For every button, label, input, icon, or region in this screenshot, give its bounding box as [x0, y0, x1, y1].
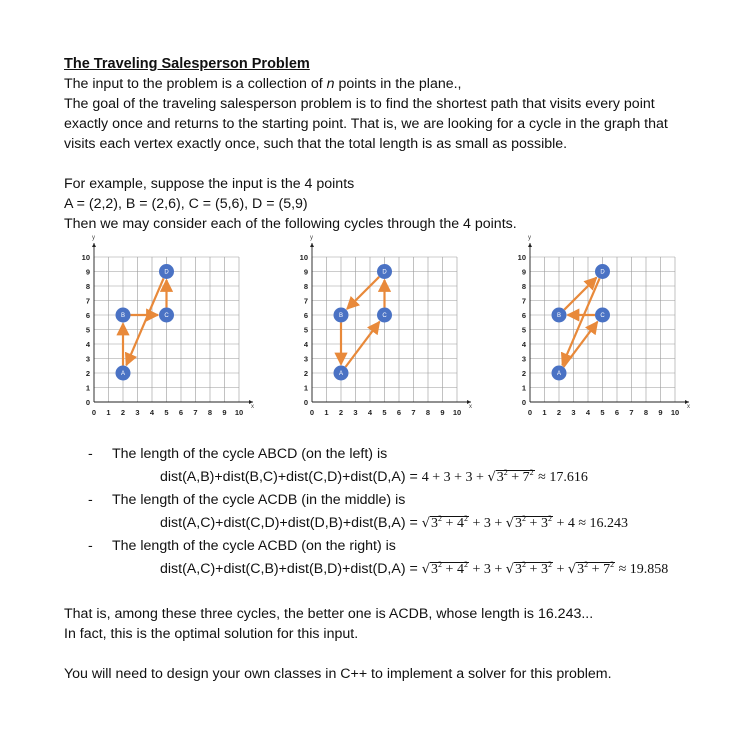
x-tick-label: 7	[629, 408, 634, 417]
math-num: 7	[603, 562, 611, 577]
math-op: +	[526, 562, 541, 577]
math-exp: 2	[529, 468, 534, 477]
math-num: 3	[540, 562, 548, 577]
x-tick-label: 0	[527, 408, 533, 417]
bullet-dash: -	[88, 446, 93, 462]
closing-line: You will need to design your own classes in C++ to implement a solver for this problem.	[64, 666, 612, 682]
math-num: 4	[456, 516, 464, 531]
x-tick-label: 3	[353, 408, 358, 417]
x-tick-label: 10	[670, 408, 680, 417]
y-tick-label: 5	[521, 325, 526, 335]
y-tick-label: 0	[303, 398, 308, 407]
x-tick-label: 2	[120, 408, 126, 417]
math-num: 3	[515, 562, 523, 577]
x-tick-label: 7	[193, 408, 198, 417]
conclusion-line-1: That is, among these three cycles, the better one is ACDB, whose length is 16.243...	[64, 606, 594, 622]
sqrt-icon: √	[505, 562, 515, 577]
math-num: 3	[431, 562, 439, 577]
math-op: +	[552, 562, 568, 577]
x-tick-label: 3	[135, 408, 140, 417]
x-axis-label: x	[687, 404, 690, 410]
math-num: 3	[577, 562, 585, 577]
node-label-B: B	[556, 313, 562, 320]
x-tick-label: 10	[234, 408, 244, 417]
list-item-label: The length of the cycle ABCD (on the left) is	[112, 446, 388, 462]
math-num: 4	[456, 562, 464, 577]
y-tick-label: 6	[303, 311, 308, 320]
chart-abcd	[72, 235, 272, 432]
chart-acdb	[290, 235, 490, 432]
intro-line-1	[64, 74, 714, 94]
y-tick-label: 3	[85, 354, 90, 364]
y-tick-label: 2	[303, 369, 308, 378]
formula-acdb	[88, 510, 728, 536]
y-axis-label: y	[528, 235, 531, 241]
y-axis-arrow-icon	[92, 243, 96, 247]
math-op: +	[526, 516, 541, 531]
formula-math	[422, 562, 669, 577]
bullet-dash: -	[88, 538, 93, 554]
list-item	[88, 536, 728, 556]
y-tick-label: 2	[85, 369, 90, 378]
y-tick-label: 1	[85, 383, 90, 393]
math-exp: 2	[438, 514, 443, 523]
problem-statement	[64, 54, 714, 234]
y-tick-label: 8	[303, 282, 308, 291]
x-tick-label: 0	[309, 408, 315, 417]
edge-DB	[347, 277, 379, 309]
cycle-charts	[72, 235, 692, 432]
node-label-D: D	[600, 269, 605, 276]
example-line-3: Then we may consider each of the following cycles through the 4 points.	[64, 216, 517, 232]
formula-math	[422, 470, 588, 485]
formula-text: dist(A,C)+dist(C,B)+dist(B,D)+dist(D,A) =	[160, 561, 422, 577]
list-item	[88, 444, 728, 464]
x-tick-label: 6	[614, 408, 620, 417]
y-axis-label: y	[310, 235, 313, 241]
math-term: 4 + 3 + 3 +	[421, 470, 488, 485]
y-tick-label: 5	[85, 325, 90, 335]
list-item-label: The length of the cycle ACDB (in the middle) is	[112, 492, 406, 508]
formula-text: dist(A,C)+dist(C,D)+dist(D,B)+dist(B,A) =	[160, 515, 422, 531]
sqrt-icon: √	[505, 516, 515, 531]
formula-math	[422, 516, 628, 531]
node-label-C: C	[164, 313, 169, 320]
node-label-D: D	[382, 269, 387, 276]
x-tick-label: 4	[149, 408, 155, 417]
y-tick-label: 1	[303, 383, 308, 393]
x-tick-label: 7	[411, 408, 416, 417]
chart-acbd-svg	[508, 235, 708, 432]
y-tick-label: 4	[303, 340, 308, 349]
y-tick-label: 9	[303, 267, 308, 277]
example-line-2: A = (2,2), B = (2,6), C = (5,6), D = (5,9)	[64, 196, 308, 212]
x-axis-label: x	[251, 404, 254, 410]
chart-abcd-svg	[72, 235, 272, 432]
intro-text: points in the plane.,	[334, 76, 462, 92]
list-item	[88, 490, 728, 510]
math-num: 3	[515, 516, 523, 531]
x-tick-label: 9	[658, 408, 663, 417]
y-tick-label: 4	[521, 340, 526, 349]
math-exp: 2	[584, 560, 589, 569]
math-op: +	[442, 562, 457, 577]
intro-line-2: The goal of the traveling salesperson problem is to find the shortest path that visits every point	[64, 96, 655, 112]
x-tick-label: 8	[643, 408, 649, 417]
edge-BD	[564, 278, 596, 310]
y-tick-label: 5	[303, 325, 308, 335]
x-tick-label: 2	[556, 408, 562, 417]
y-tick-label: 10	[299, 253, 308, 262]
sqrt-icon: √	[421, 516, 431, 531]
math-result: + 4 ≈ 16.243	[552, 516, 629, 531]
n-variable: n	[326, 76, 335, 92]
y-tick-label: 3	[303, 354, 308, 364]
math-exp: 2	[547, 560, 552, 569]
x-tick-label: 4	[367, 408, 373, 417]
x-tick-label: 8	[207, 408, 213, 417]
x-tick-label: 1	[324, 408, 329, 417]
y-tick-label: 10	[81, 253, 90, 262]
node-label-D: D	[164, 269, 169, 276]
x-tick-label: 5	[382, 408, 387, 417]
x-tick-label: 8	[425, 408, 431, 417]
math-op: +	[507, 470, 523, 485]
math-result: ≈ 19.858	[615, 562, 669, 577]
math-num: 3	[431, 516, 439, 531]
y-tick-label: 6	[85, 311, 90, 320]
y-tick-label: 0	[521, 398, 526, 407]
y-tick-label: 7	[303, 296, 308, 306]
node-label-A: A	[120, 371, 126, 378]
math-num: 7	[522, 470, 530, 485]
math-num: 3	[540, 516, 548, 531]
node-label-B: B	[120, 313, 126, 320]
y-tick-label: 4	[85, 340, 90, 349]
x-tick-label: 0	[91, 408, 97, 417]
x-tick-label: 10	[452, 408, 462, 417]
x-tick-label: 2	[338, 408, 344, 417]
y-tick-label: 7	[521, 296, 526, 306]
math-exp: 2	[463, 560, 468, 569]
sqrt-body	[430, 562, 469, 577]
sqrt-body	[496, 470, 535, 485]
math-op: +	[588, 562, 604, 577]
chart-acdb-svg	[290, 235, 490, 432]
page-title: The Traveling Salesperson Problem	[64, 56, 310, 72]
math-exp: 2	[522, 560, 527, 569]
bullet-dash: -	[88, 492, 93, 508]
math-exp: 2	[610, 560, 615, 569]
sqrt-body	[430, 516, 469, 531]
edge-DA	[126, 278, 163, 365]
y-tick-label: 10	[517, 253, 526, 262]
chart-acbd	[508, 235, 708, 432]
y-axis-label: y	[92, 235, 95, 241]
edge-AC	[346, 322, 380, 367]
x-axis-label: x	[469, 404, 472, 410]
math-exp: 2	[438, 560, 443, 569]
math-result: ≈ 17.616	[534, 470, 588, 485]
x-tick-label: 9	[440, 408, 445, 417]
sqrt-icon: √	[421, 562, 431, 577]
list-item-label: The length of the cycle ACBD (on the right) is	[112, 538, 396, 554]
math-num: 3	[496, 470, 504, 485]
x-tick-label: 1	[542, 408, 547, 417]
formula-acbd	[88, 556, 728, 582]
example-line-1: For example, suppose the input is the 4 points	[64, 176, 355, 192]
formula-abcd	[88, 464, 728, 490]
intro-text: The input to the problem is a collection of	[64, 76, 327, 92]
x-tick-label: 6	[178, 408, 184, 417]
intro-line-3: exactly once and returns to the starting point. That is, we are looking for a cycle in the graph that	[64, 116, 668, 132]
node-label-C: C	[600, 313, 605, 320]
y-tick-label: 1	[521, 383, 526, 393]
y-tick-label: 2	[521, 369, 526, 378]
math-exp: 2	[547, 514, 552, 523]
y-tick-label: 6	[521, 311, 526, 320]
x-tick-label: 5	[600, 408, 605, 417]
x-tick-label: 9	[222, 408, 227, 417]
node-label-A: A	[556, 371, 562, 378]
y-axis-arrow-icon	[528, 243, 532, 247]
x-tick-label: 6	[396, 408, 402, 417]
y-tick-label: 0	[85, 398, 90, 407]
y-tick-label: 7	[85, 296, 90, 306]
math-exp: 2	[463, 514, 468, 523]
conclusion	[64, 604, 724, 684]
node-label-B: B	[338, 313, 344, 320]
math-term: + 3 +	[468, 516, 506, 531]
y-tick-label: 8	[85, 282, 90, 291]
sqrt-body	[576, 562, 615, 577]
x-tick-label: 4	[585, 408, 591, 417]
sqrt-body	[514, 562, 553, 577]
math-op: +	[442, 516, 457, 531]
y-axis-arrow-icon	[310, 243, 314, 247]
edge-DA	[562, 278, 599, 365]
math-term: + 3 +	[468, 562, 506, 577]
x-tick-label: 5	[164, 408, 169, 417]
x-tick-label: 3	[571, 408, 576, 417]
math-exp: 2	[522, 514, 527, 523]
edge-AC	[564, 322, 598, 367]
sqrt-icon: √	[487, 470, 496, 485]
y-tick-label: 8	[521, 282, 526, 291]
y-tick-label: 3	[521, 354, 526, 364]
y-tick-label: 9	[521, 267, 526, 277]
formula-text: dist(A,B)+dist(B,C)+dist(C,D)+dist(D,A) =	[160, 469, 422, 485]
node-label-A: A	[338, 371, 344, 378]
x-tick-label: 1	[106, 408, 111, 417]
sqrt-icon: √	[567, 562, 577, 577]
math-exp: 2	[503, 468, 508, 477]
y-tick-label: 9	[85, 267, 90, 277]
conclusion-line-2: In fact, this is the optimal solution for this input.	[64, 626, 359, 642]
node-label-C: C	[382, 313, 387, 320]
sqrt-body	[514, 516, 553, 531]
intro-line-4: visits each vertex exactly once, such that the total length is as small as possible.	[64, 136, 568, 152]
cycle-lengths-list	[88, 444, 728, 582]
